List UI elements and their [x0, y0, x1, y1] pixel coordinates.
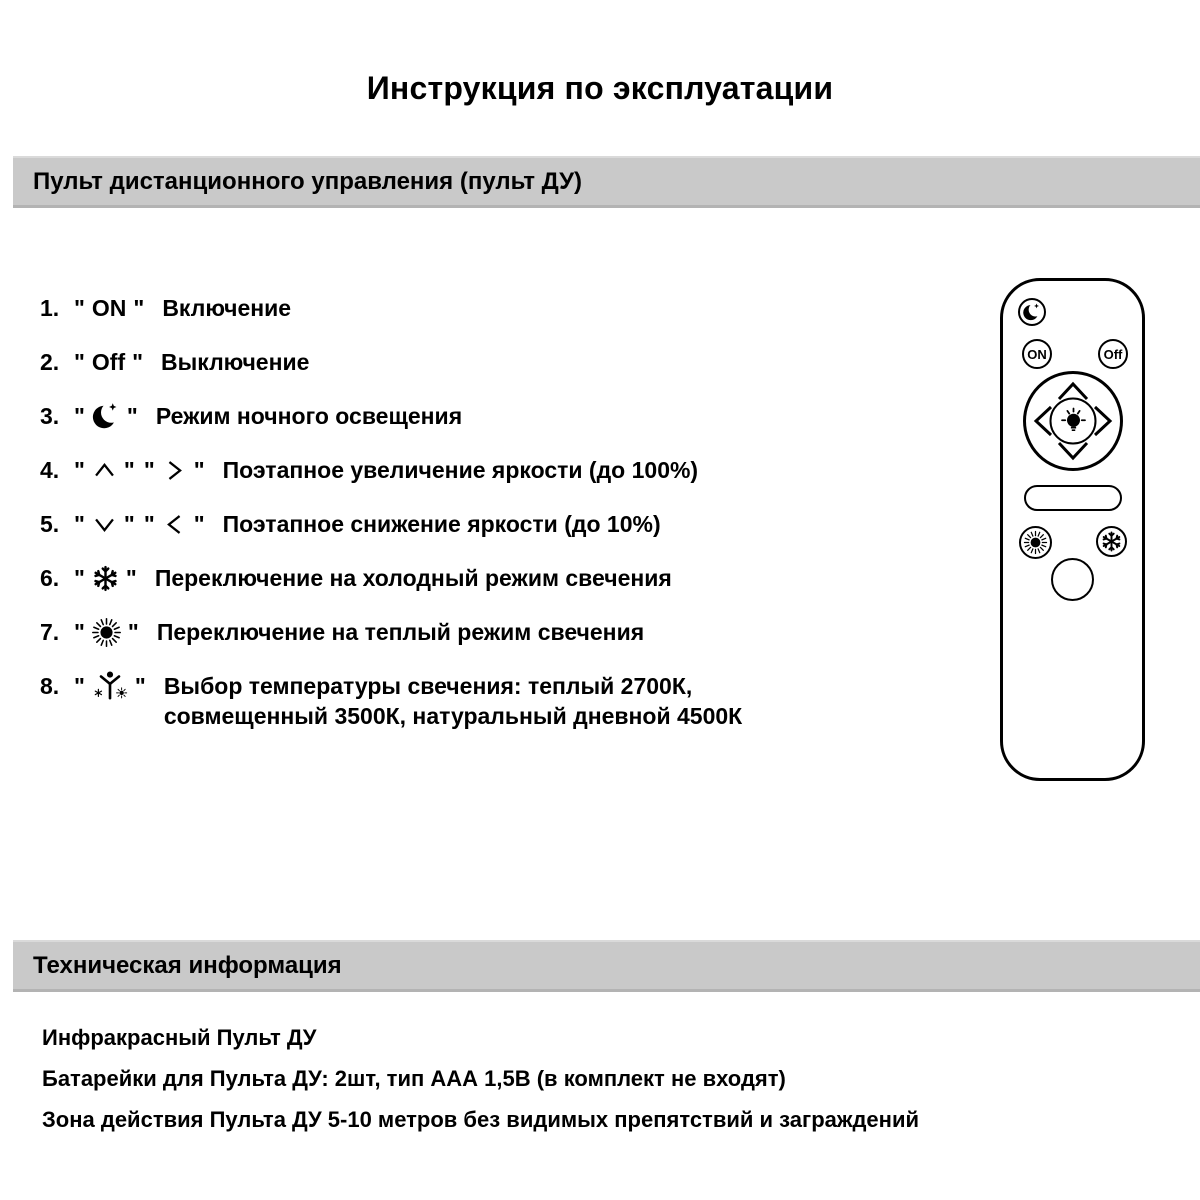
section-header-remote	[13, 156, 1200, 208]
tech-info-line: Батарейки для Пульта ДУ: 2шт, тип ААА 1,5В (в комплект не входят)	[42, 1066, 786, 1091]
tech-info	[42, 1026, 919, 1149]
chevron-up-icon	[91, 457, 118, 484]
instruction-item	[40, 671, 970, 731]
instruction-item	[40, 347, 970, 377]
quoted-key	[74, 455, 135, 485]
remote-dpad-button	[1023, 371, 1123, 471]
item-description: Поэтапное снижение яркости (до 10%)	[222, 511, 661, 537]
remote-off-button	[1098, 339, 1128, 369]
page-title: Инструкция по эксплуатации	[366, 70, 834, 106]
remote-warm-button	[1019, 526, 1052, 559]
quote-mark: "	[123, 457, 135, 483]
tech-info-line: Инфракрасный Пульт ДУ	[42, 1025, 317, 1050]
item-keys	[74, 455, 214, 485]
key-label: ON	[91, 295, 127, 321]
remote-cold-button	[1096, 526, 1127, 557]
item-keys	[74, 617, 148, 647]
quote-mark: "	[125, 565, 137, 591]
item-description: Переключение на холодный режим свечения	[154, 565, 672, 591]
instruction-item	[40, 293, 970, 323]
quote-mark: "	[74, 565, 85, 591]
quote-mark: "	[132, 349, 144, 375]
quoted-key	[74, 617, 139, 647]
bulb-icon	[1058, 406, 1088, 436]
item-description: Переключение на теплый режим свечения	[156, 619, 645, 645]
quote-mark: "	[127, 619, 139, 645]
item-number: 6.	[40, 565, 60, 591]
quote-mark: "	[134, 673, 146, 699]
quote-mark: "	[74, 457, 85, 483]
section-header-remote-label: Пульт дистанционного управления (пульт ДУ)	[33, 167, 582, 195]
quoted-key	[144, 455, 205, 485]
sun-icon	[91, 617, 122, 648]
instruction-item	[40, 509, 970, 539]
section-header-tech-label: Техническая информация	[33, 951, 342, 979]
instruction-item	[40, 563, 970, 593]
sun-icon	[1023, 530, 1048, 555]
quote-mark: "	[143, 457, 155, 483]
quoted-key	[144, 509, 205, 539]
quote-mark: "	[74, 403, 85, 429]
chevron-left-icon	[161, 511, 188, 538]
dpad-down-arrow	[1059, 443, 1087, 458]
quote-mark: "	[133, 295, 145, 321]
item-number: 7.	[40, 619, 60, 645]
key-label: Off	[91, 349, 126, 375]
quoted-key	[74, 509, 135, 539]
dpad-right-arrow	[1095, 407, 1110, 435]
item-keys	[74, 563, 146, 593]
quote-mark: "	[123, 511, 135, 537]
quote-mark: "	[143, 511, 155, 537]
item-keys	[74, 509, 214, 539]
quoted-key	[74, 347, 143, 377]
chevron-down-icon	[91, 511, 118, 538]
remote-brightness-center-button	[1050, 398, 1097, 445]
remote-control-diagram	[1000, 278, 1145, 781]
remote-on-button	[1022, 339, 1052, 369]
quote-mark: "	[74, 295, 85, 321]
snowflake-icon	[91, 564, 120, 593]
item-number: 2.	[40, 349, 60, 375]
instruction-item	[40, 617, 970, 647]
moon-icon	[1022, 302, 1042, 322]
tech-info-line: Зона действия Пульта ДУ 5-10 метров без видимых препятствий и заграждений	[42, 1107, 920, 1132]
quote-mark: "	[193, 511, 205, 537]
item-number: 8.	[40, 673, 60, 699]
item-description: Выбор температуры свечения: теплый 2700К, совмещенный 3500К, натуральный дневной 4500К	[163, 673, 743, 729]
quote-mark: "	[126, 403, 138, 429]
item-description: Выключение	[161, 349, 310, 375]
remote-display-button	[1024, 485, 1122, 511]
quote-mark: "	[74, 673, 85, 699]
snowflake-icon	[1100, 530, 1123, 553]
instruction-item	[40, 401, 970, 431]
section-header-tech	[13, 940, 1200, 992]
item-keys	[74, 347, 152, 377]
quoted-key	[74, 563, 137, 593]
quote-mark: "	[74, 349, 85, 375]
instruction-item	[40, 455, 970, 485]
remote-extra-button	[1051, 558, 1094, 601]
item-keys	[74, 401, 147, 431]
item-number: 4.	[40, 457, 60, 483]
quoted-key	[74, 401, 138, 431]
remote-on-label: ON	[1027, 346, 1047, 362]
remote-night-mode-button	[1018, 298, 1046, 326]
moon-icon	[91, 401, 121, 431]
instruction-list	[40, 293, 970, 755]
item-number: 3.	[40, 403, 60, 429]
item-description: Включение	[162, 295, 292, 321]
item-description: Режим ночного освещения	[155, 403, 463, 429]
quoted-key	[74, 293, 144, 323]
remote-off-label: Off	[1103, 346, 1123, 362]
item-keys	[74, 671, 155, 701]
quoted-key	[74, 671, 146, 701]
item-keys	[74, 293, 153, 323]
temp-select-icon	[91, 670, 129, 702]
quote-mark: "	[74, 619, 85, 645]
item-number: 1.	[40, 295, 60, 321]
quote-mark: "	[193, 457, 205, 483]
chevron-right-icon	[161, 457, 188, 484]
item-description: Поэтапное увеличение яркости (до 100%)	[222, 457, 699, 483]
quote-mark: "	[74, 511, 85, 537]
item-number: 5.	[40, 511, 60, 537]
